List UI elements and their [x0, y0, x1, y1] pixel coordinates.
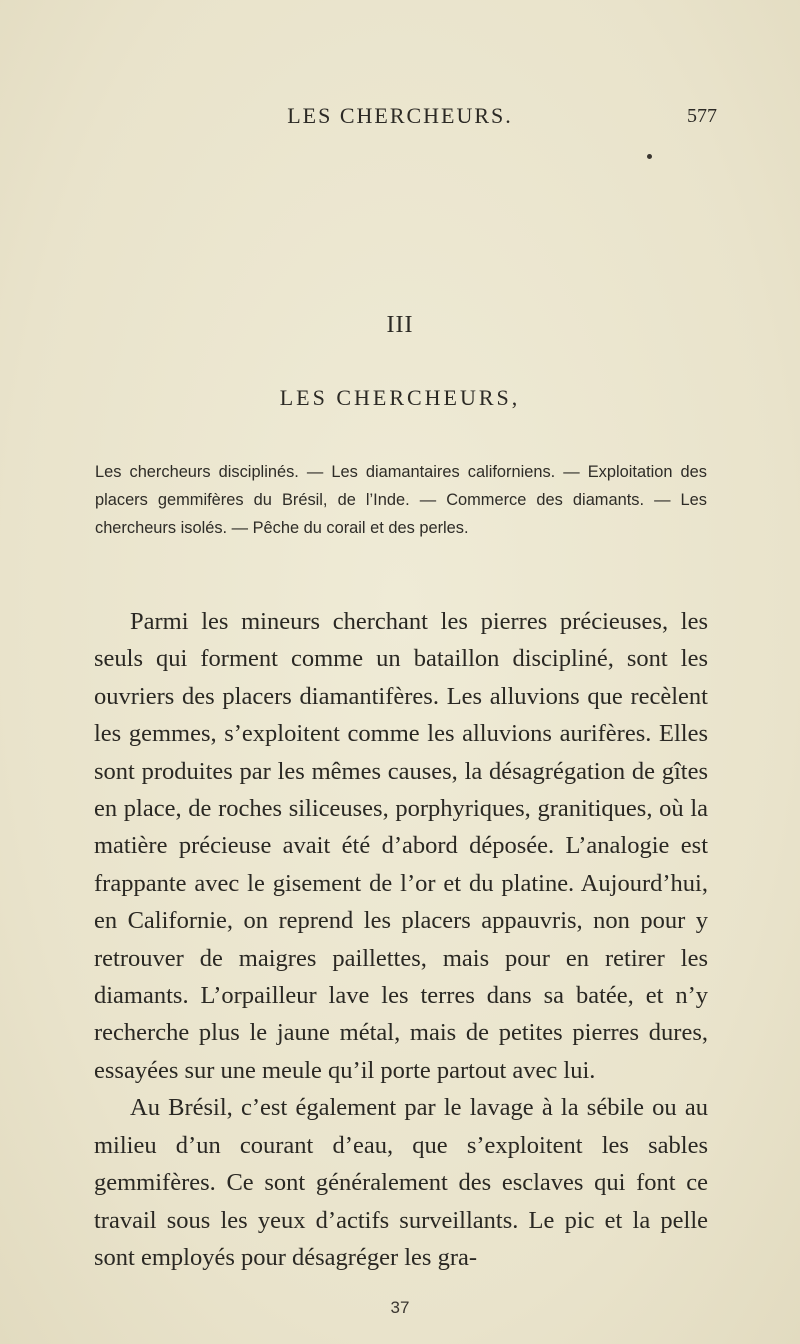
paragraph: Au Brésil, c’est également par le lavage à la sébile ou au milieu d’un courant d’eau, que s’exploitent les sables gemmifères. Ce sont généralement des esclaves qui font ce travail sous les yeux d’actifs surveillants. Le pic et la pelle sont employés pour désagréger les gra-	[94, 1094, 708, 1271]
chapter-title: LES CHERCHEURS,	[279, 385, 521, 410]
running-head	[0, 103, 800, 133]
signature-mark: 37	[390, 1298, 410, 1317]
body-text	[94, 603, 708, 1276]
chapter-summary: Les chercheurs disciplinés. — Les diamantaires californiens. — Exploitation des placers gemmifères du Brésil, de l’Inde. — Commerce des diamants. — Les chercheurs isolés. — Pêche du corail et des perles.	[95, 463, 707, 537]
page-number: 577	[687, 105, 717, 127]
chapter-number: III	[386, 312, 414, 338]
paragraph: Parmi les mineurs cherchant les pierres précieuses, les seuls qui forment comme un bataillon discipliné, sont les ouvriers des placers diamantifères. Les alluvions que recèlent les gemmes, s’exploitent comme les alluvions aurifères. Elles sont produites par les mêmes causes, la désagrégation de gîtes en place, de roches siliceuses, porphyriques, granitiques, où la matière précieuse avait été d’abord déposée. L’analogie est frappante avec le gisement de l’or et du platine. Aujourd’hui, en Californie, on reprend les placers appauvris, non pour y retrouver de maigres paillettes, mais pour en retirer les diamants. L’orpailleur lave les terres dans sa batée, et n’y recherche plus le jaune métal, mais de petites pierres dures, essayées sur une meule qu’il porte partout avec lui.	[94, 608, 708, 1084]
running-title: LES CHERCHEURS.	[287, 103, 513, 128]
ink-speck	[647, 154, 652, 159]
